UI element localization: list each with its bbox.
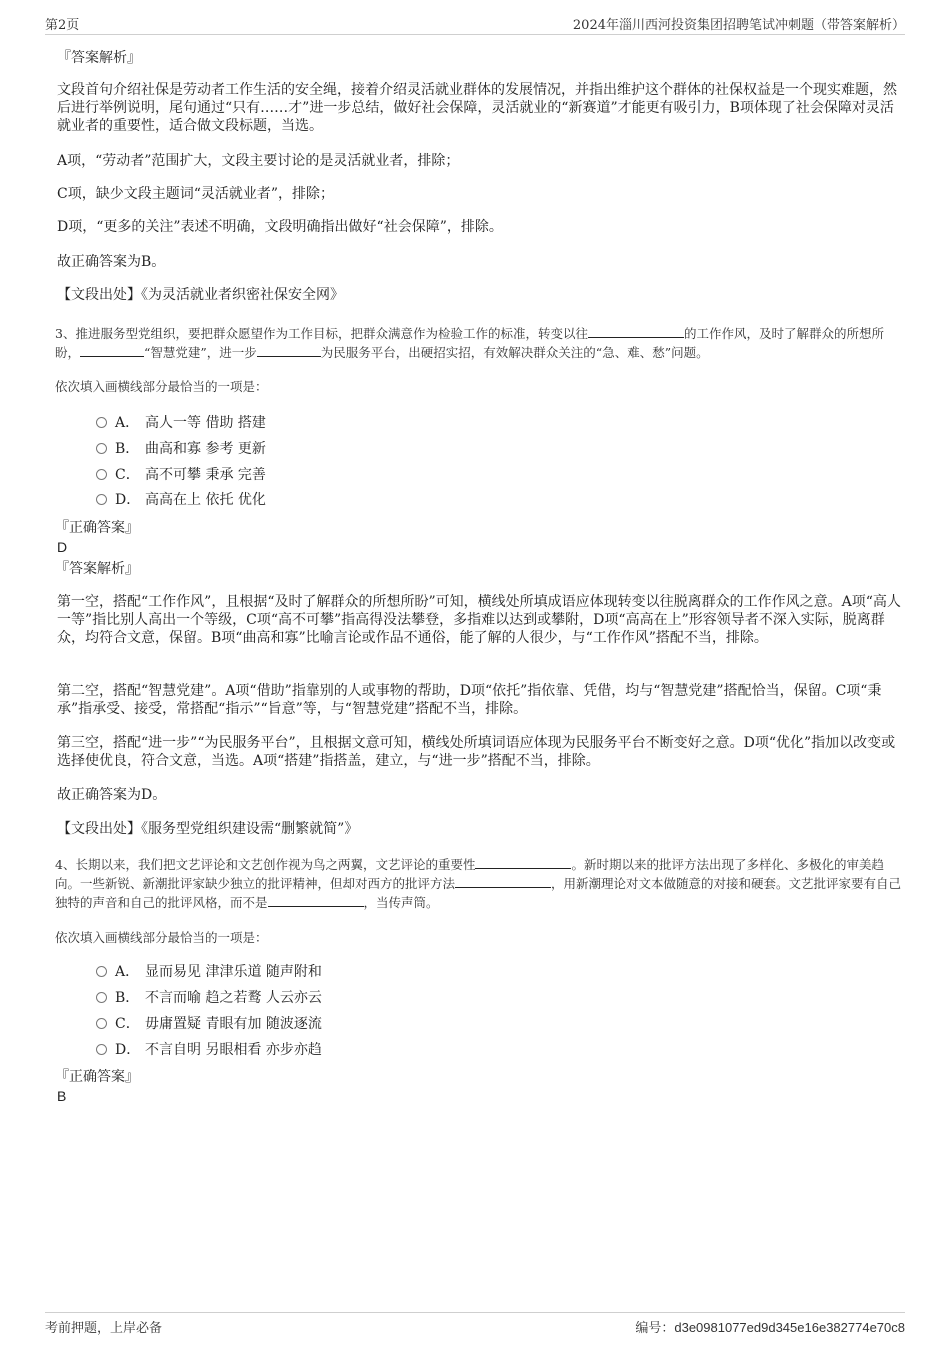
q3-analysis-p3: 第三空，搭配“进一步”“为民服务平台”，且根据文意可知，横线处所填词语应体现为民服务平台不断变好之意。D项“优化”指加以改变或选择使优良，符合文意，当选。A项“搭建”指搭盖，建立，与“进一步”搭配不当，排除。 [57,735,896,769]
radio-icon[interactable] [96,443,107,454]
radio-icon[interactable] [96,992,107,1003]
q3-stem: 3、推进服务型党组织，要把群众愿望作为工作目标，把群众满意作为检验工作的标准，转变以往 的工作作风，及时了解群众的所想所盼， “智慧党建”，进一步 为民服务平台，出硬招实招，有效解决群众关注的“急、难、愁”问题。 [55,326,884,360]
q2-option-d-note: D项，“更多的关注”表述不明确，文段明确指出做好“社会保障”，排除。 [57,219,503,235]
q3-blank-2 [80,344,144,357]
q4-prompt: 依次填入画横线部分最恰当的一项是： [55,930,268,945]
q3-option-d[interactable]: D． 高高在上 依托 优化 [96,490,266,510]
q4-blank-1 [475,856,571,869]
radio-icon[interactable] [96,469,107,480]
q3-option-c[interactable]: C． 高不可攀 秉承 完善 [96,465,266,485]
q4-stem: 4、长期以来，我们把文艺评论和文艺创作视为鸟之两翼，文艺评论的重要性 。新时期以来的批评方法出现了多样化、多极化的审美趋向。一些新锐、新潮批评家缺少独立的批评精神，但却对西方的批评方法 ，用新潮理论对文本做随意的对接和硬套。文艺批评家要有自己独特的声音和自己的批评风格，而不是 ，当传声筒。 [55,857,902,910]
q3-analysis-tag: 『答案解析』 [55,561,139,577]
footer-code: 编号：d3e0981077ed9d345e16e382774e70c8 [635,1320,905,1336]
q4-option-c[interactable]: C． 毋庸置疑 青眼有加 随波逐流 [96,1014,322,1034]
q4-option-a[interactable]: A． 显而易见 津津乐道 随声附和 [96,962,322,982]
q2-option-a-note: A项，“劳动者”范围扩大，文段主要讨论的是灵活就业者，排除； [57,153,460,169]
page-footer [45,1312,905,1336]
radio-icon[interactable] [96,1018,107,1029]
q2-option-c-note: C项，缺少文段主题词“灵活就业者”，排除； [57,186,335,202]
page-number: 第2页 [45,18,80,33]
q2-conclusion: 故正确答案为B。 [57,254,166,270]
q2-analysis-text: 文段首句介绍社保是劳动者工作生活的安全绳，接着介绍灵活就业群体的发展情况，并指出维护这个群体的社保权益是一个现实难题，然后进行举例说明，尾句通过“只有……才”进一步总结，做好社会保障，灵活就业的“新赛道”才能更有吸引力，B项体现了社会保障对灵活就业者的重要性，适合做文段标题，当选。 [57,82,897,134]
q3-blank-1 [588,325,684,338]
document-title: 2024年淄川西河投资集团招聘笔试冲刺题（带答案解析） [572,18,905,33]
q4-option-d[interactable]: D． 不言自明 另眼相看 亦步亦趋 [96,1040,322,1060]
page-header [45,12,905,35]
q3-source: 【文段出处】《服务型党组织建设需“删繁就简”》 [57,821,359,837]
q3-conclusion: 故正确答案为D。 [57,787,167,803]
q2-source: 【文段出处】《为灵活就业者织密社保安全网》 [57,287,344,303]
q3-answer-tag: 『正确答案』 [55,520,139,536]
q3-option-b[interactable]: B． 曲高和寡 参考 更新 [96,439,266,459]
q4-blank-3 [268,894,364,907]
radio-icon[interactable] [96,1044,107,1055]
q3-analysis-p1: 第一空，搭配“工作作风”，且根据“及时了解群众的所想所盼”可知，横线处所填成语应体现转变以往脱离群众的工作作风之意。A项“高人一等”指比别人高出一个等级，C项“高不可攀”指高得没法攀登，多指难以达到或攀附，D项“高高在上”形容领导者不深入实际，脱离群众，均符合文意，保留。B项“曲高和寡”比喻言论或作品不通俗，能了解的人很少，与“工作作风”搭配不当，排除。 [57,594,901,646]
radio-icon[interactable] [96,966,107,977]
q3-answer: D [57,539,68,555]
radio-icon[interactable] [96,417,107,428]
q3-blank-3 [257,344,321,357]
footer-slogan: 考前押题，上岸必备 [45,1321,163,1336]
q3-option-a[interactable]: A． 高人一等 借助 搭建 [96,413,266,433]
q3-prompt: 依次填入画横线部分最恰当的一项是： [55,379,268,394]
q2-analysis-tag: 『答案解析』 [57,50,141,66]
q3-analysis-p2: 第二空，搭配“智慧党建”。A项“借助”指靠别的人或事物的帮助，D项“依托”指依靠、凭借，均与“智慧党建”搭配恰当，保留。C项“秉承”指承受、接受，常搭配“指示”“旨意”等，与“智慧党建”搭配不当，排除。 [57,683,882,717]
q4-blank-2 [455,875,551,888]
radio-icon[interactable] [96,494,107,505]
q4-answer-tag: 『正确答案』 [55,1069,139,1085]
q4-answer: B [57,1088,67,1104]
q4-option-b[interactable]: B． 不言而喻 趋之若鹜 人云亦云 [96,988,322,1008]
